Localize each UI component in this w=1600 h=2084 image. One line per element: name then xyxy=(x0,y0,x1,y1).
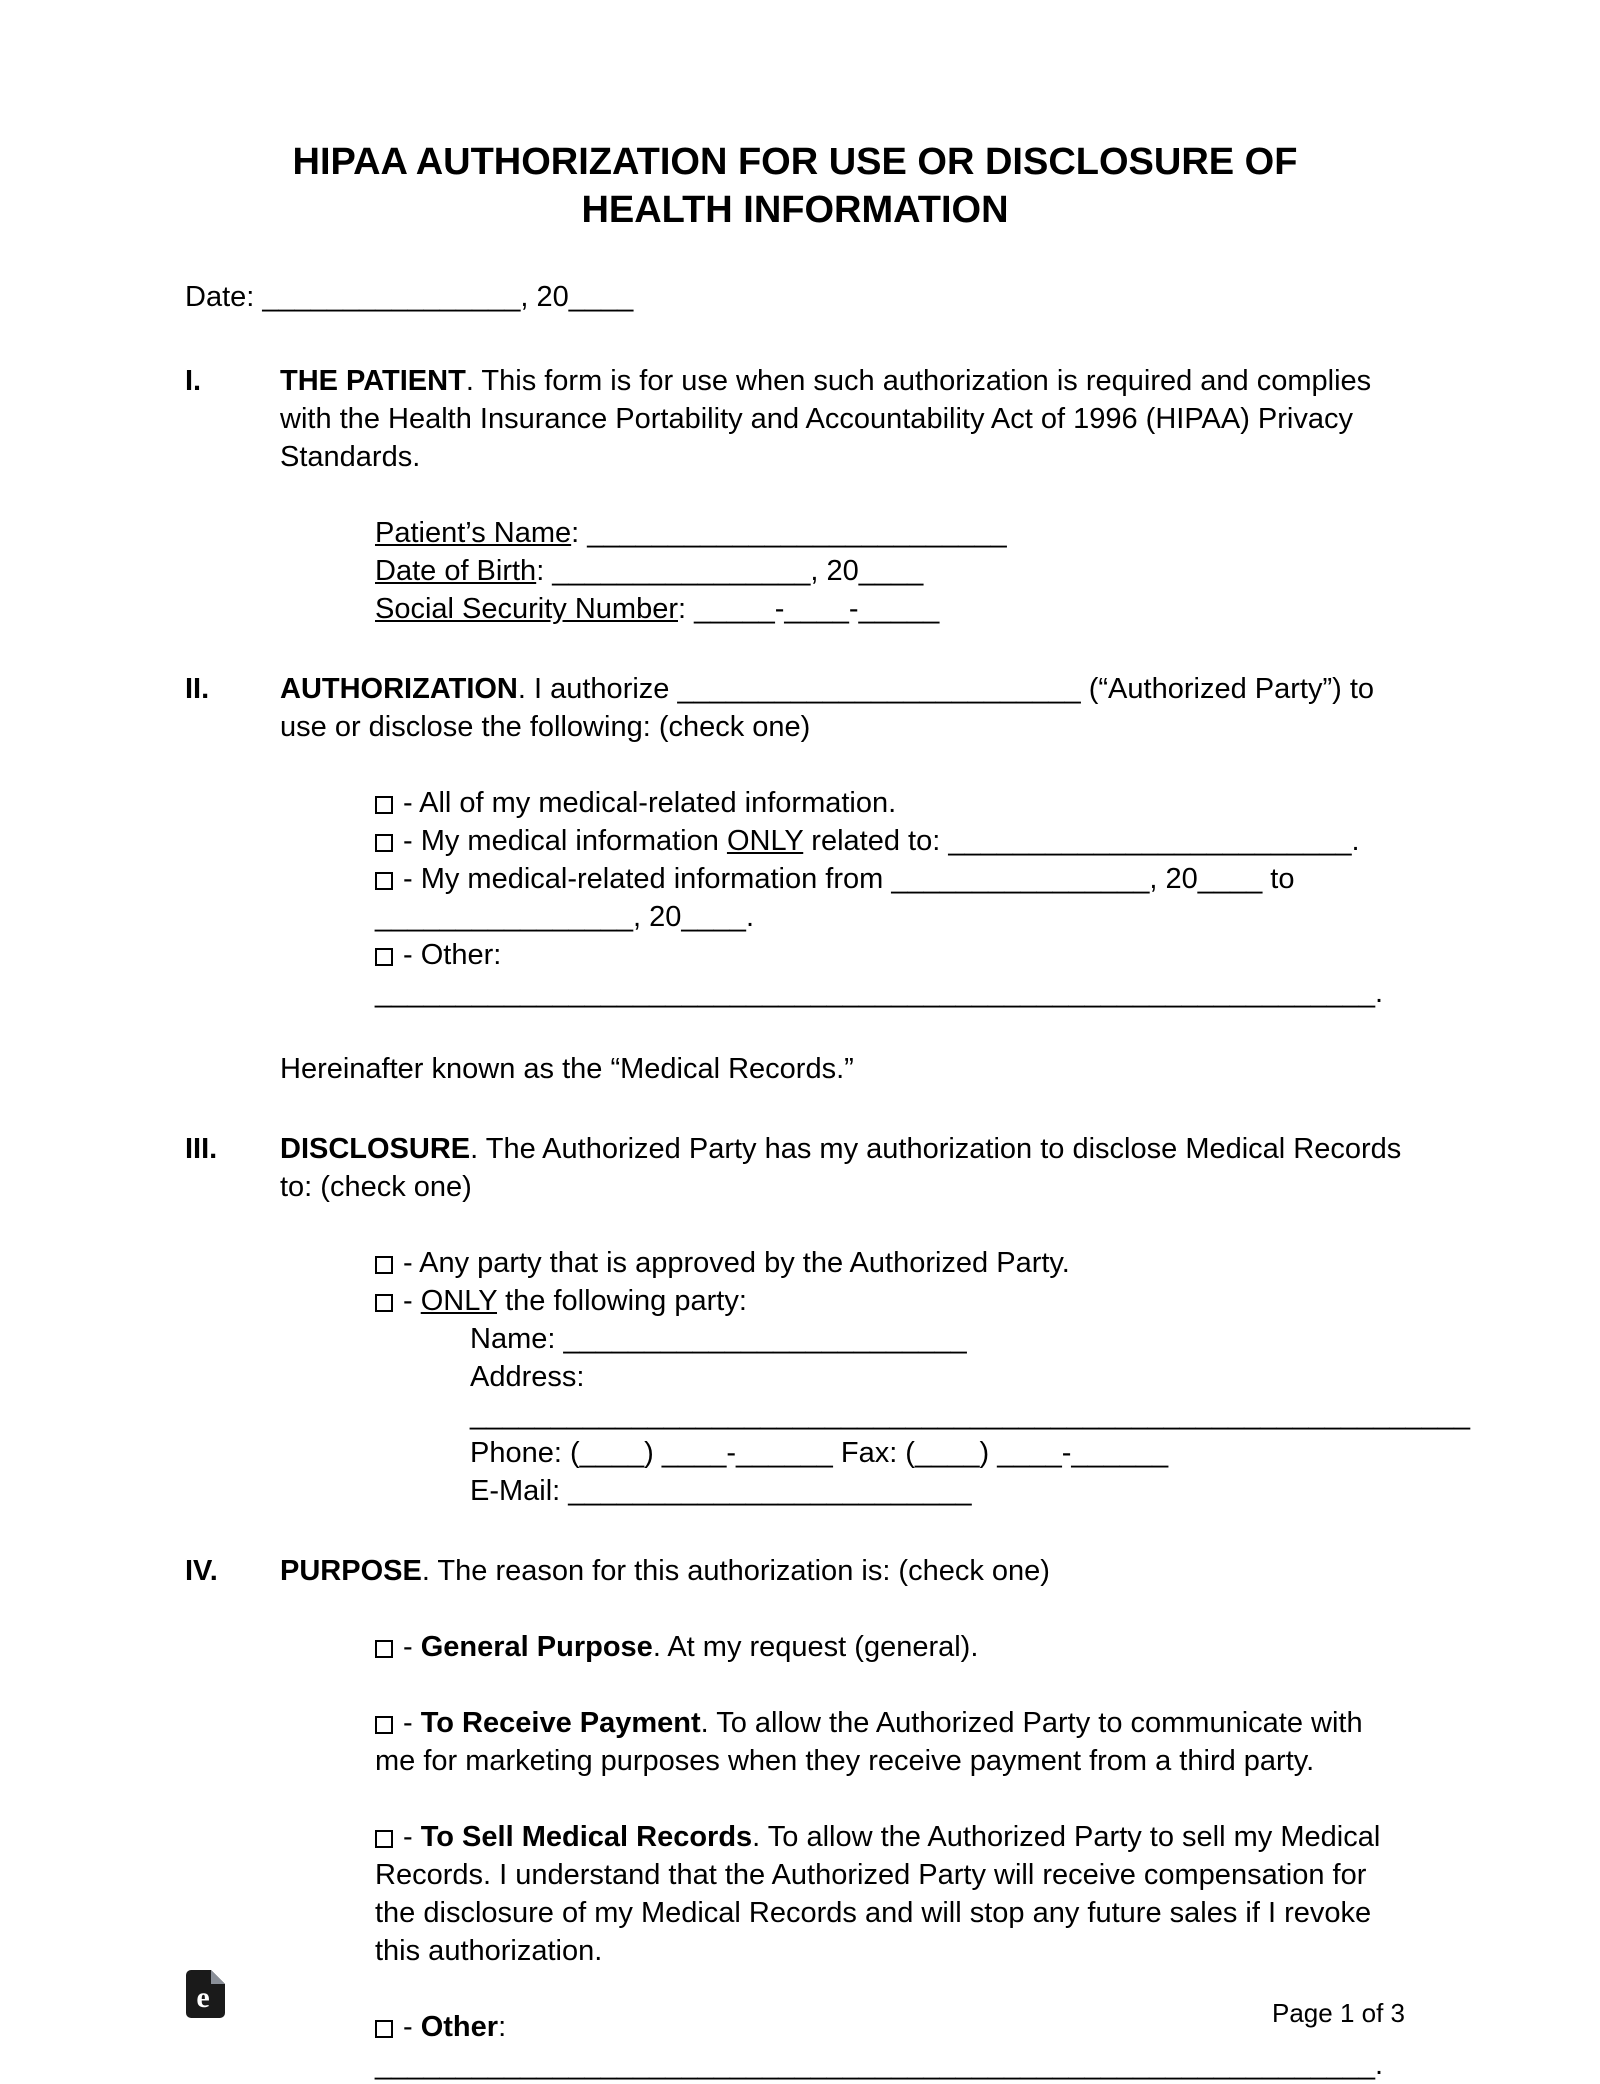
option-any-approved-party xyxy=(375,1244,1405,1282)
section-2-intro xyxy=(280,670,1405,746)
checkbox-icon[interactable] xyxy=(375,1716,393,1734)
option-text-pre: - xyxy=(403,1285,421,1317)
option-text-post: the following party: xyxy=(497,1285,747,1317)
section-4-numeral: IV. xyxy=(185,1555,218,1587)
logo-letter: e xyxy=(196,1981,210,2014)
patient-fields xyxy=(375,514,1405,628)
section-2-content xyxy=(280,670,1405,1088)
option-text-pre: - xyxy=(403,1631,421,1663)
party-phone-fax-field: Phone: (____) ____-______ Fax: (____) ____-______ xyxy=(470,1437,1169,1469)
option-text-underlined: ONLY xyxy=(726,825,804,857)
option-text-bold: To Sell Medical Records xyxy=(420,1821,753,1853)
document-icon xyxy=(185,1970,225,2018)
section-1-numeral: I. xyxy=(185,365,202,397)
option-text: - Other: ______________________________________________________________. xyxy=(375,939,1384,1009)
checkbox-icon[interactable] xyxy=(375,948,393,966)
section-2-numeral: II. xyxy=(185,673,210,705)
option-text: - All of my medical-related information. xyxy=(403,787,897,819)
section-1-content xyxy=(280,362,1405,628)
ssn-blank: : _____-____-_____ xyxy=(678,593,940,625)
party-fields xyxy=(470,1320,1470,1510)
page-footer xyxy=(185,1970,1405,2028)
section-3-numeral: III. xyxy=(185,1133,218,1165)
disclosure-options xyxy=(375,1244,1470,1510)
title-line-2: HEALTH INFORMATION xyxy=(581,189,1009,231)
patient-name-field xyxy=(375,514,1405,552)
section-4-heading: PURPOSE xyxy=(280,1555,422,1587)
section-2-heading: AUTHORIZATION xyxy=(280,673,518,705)
section-disclosure xyxy=(185,1130,1470,1510)
authorization-options xyxy=(375,784,1405,1012)
date-of-birth-field xyxy=(375,552,1405,590)
title-line-1: HIPAA AUTHORIZATION FOR USE OR DISCLOSURE OF xyxy=(292,141,1298,183)
option-text: - Any party that is approved by the Authorized Party. xyxy=(403,1247,1070,1279)
option-other-authorization xyxy=(375,936,1405,1012)
date-of-birth-blank: : ________________, 20____ xyxy=(536,555,924,587)
option-text: - My medical-related information from ________________, 20____ to ________________, 20____. xyxy=(375,863,1295,933)
option-sell-medical-records xyxy=(375,1818,1405,1970)
date-of-birth-label: Date of Birth xyxy=(375,555,537,587)
eforms-logo xyxy=(185,1970,225,2028)
option-text-post: related to: _________________________. xyxy=(803,825,1360,857)
option-text-pre: - xyxy=(403,1707,421,1739)
checkbox-icon[interactable] xyxy=(375,1830,393,1848)
section-3-content xyxy=(280,1130,1470,1510)
medical-records-note: Hereinafter known as the “Medical Records.” xyxy=(280,1053,854,1085)
section-4-body-text: . The reason for this authorization is: (check one) xyxy=(421,1555,1050,1587)
section-the-patient xyxy=(185,362,1405,628)
option-all-medical-info xyxy=(375,784,1405,822)
section-3-body-text: . The Authorized Party has my authorization to disclose Medical Records to: (check one) xyxy=(280,1133,1402,1203)
option-only-related-to xyxy=(375,822,1405,860)
ssn-label: Social Security Number xyxy=(375,593,678,625)
option-text-post: . To allow the Authorized Party to communicate with me for marketing purposes when they receive payment from a third party. xyxy=(375,1707,1363,1777)
date-line: Date: ________________, 20____ xyxy=(185,281,634,313)
document-title xyxy=(185,138,1405,234)
option-text-pre: - xyxy=(403,2011,421,2043)
checkbox-icon[interactable] xyxy=(375,1640,393,1658)
page-number: Page 1 of 3 xyxy=(1272,1998,1405,2028)
option-text-bold: To Receive Payment xyxy=(420,1707,701,1739)
checkbox-icon[interactable] xyxy=(375,796,393,814)
section-3-heading: DISCLOSURE xyxy=(280,1133,471,1165)
option-text-pre: - My medical information xyxy=(403,825,727,857)
patient-name-blank: : __________________________ xyxy=(571,517,1007,549)
section-1-body-text: . This form is for use when such authorization is required and complies with the Health Insurance Portability and Accountability Act of 1996 (HIPAA) Privacy Standards. xyxy=(280,365,1372,473)
party-email-field: E-Mail: _________________________ xyxy=(470,1475,972,1507)
option-date-range xyxy=(375,860,1405,936)
option-text-post: . To allow the Authorized Party to sell my Medical Records. I understand that the Authorized Party will receive compensation for the disclosure of my Medical Records and will stop any future sales if I revoke this authorization. xyxy=(375,1821,1381,1967)
party-name-field: Name: _________________________ xyxy=(470,1323,967,1355)
option-text-post: . At my request (general). xyxy=(652,1631,979,1663)
section-2-body-text: . I authorize _________________________ (“Authorized Party”) to use or disclose the following: (check one) xyxy=(280,673,1374,743)
option-text-post: : ______________________________________________________________. xyxy=(375,2011,1384,2081)
option-only-following-party xyxy=(375,1282,1405,1320)
option-text-bold: General Purpose xyxy=(420,1631,653,1663)
option-receive-payment xyxy=(375,1704,1405,1780)
checkbox-icon[interactable] xyxy=(375,872,393,890)
section-3-intro xyxy=(280,1130,1405,1206)
section-4-intro xyxy=(280,1552,1405,1590)
option-text-bold: Other xyxy=(420,2011,499,2043)
option-text-pre: - xyxy=(403,1821,421,1853)
party-address-field: Address: ______________________________________________________________ xyxy=(470,1361,1470,1431)
patient-name-label: Patient’s Name xyxy=(375,517,572,549)
checkbox-icon[interactable] xyxy=(375,1294,393,1312)
option-general-purpose xyxy=(375,1628,1405,1666)
ssn-field xyxy=(375,590,1405,628)
section-1-intro xyxy=(280,362,1405,476)
option-text-underlined: ONLY xyxy=(420,1285,498,1317)
checkbox-icon[interactable] xyxy=(375,1256,393,1274)
section-authorization xyxy=(185,670,1405,1088)
section-1-heading: THE PATIENT xyxy=(280,365,466,397)
checkbox-icon[interactable] xyxy=(375,834,393,852)
